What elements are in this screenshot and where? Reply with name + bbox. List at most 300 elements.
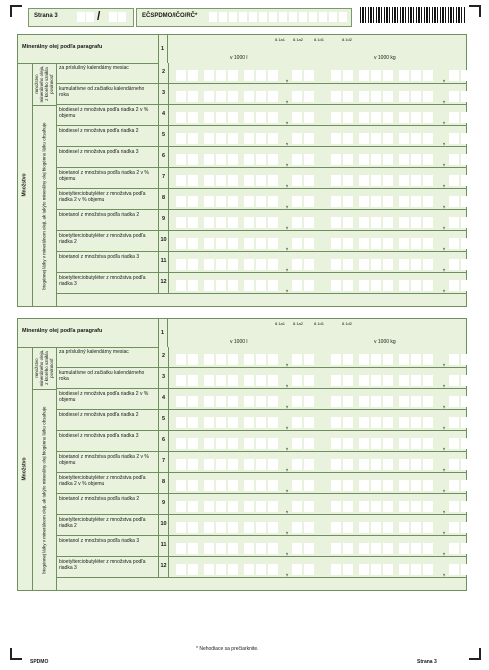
- digit-input[interactable]: [204, 438, 214, 449]
- digit-input[interactable]: [216, 259, 226, 270]
- digit-input[interactable]: [244, 70, 254, 81]
- digit-input[interactable]: [411, 543, 421, 554]
- digit-input[interactable]: [359, 417, 369, 428]
- digit-input[interactable]: [188, 70, 198, 81]
- digit-input[interactable]: [176, 522, 186, 533]
- digit-input[interactable]: [423, 154, 433, 165]
- digit-input[interactable]: [343, 112, 353, 123]
- digit-input[interactable]: [331, 238, 341, 249]
- digit-input[interactable]: [204, 522, 214, 533]
- digit-input[interactable]: [343, 259, 353, 270]
- decimal-input[interactable]: [449, 70, 459, 81]
- decimal-input[interactable]: [292, 396, 302, 407]
- digit-input[interactable]: [176, 238, 186, 249]
- digit-input[interactable]: [383, 175, 393, 186]
- digit-input[interactable]: [331, 112, 341, 123]
- decimal-input[interactable]: [292, 438, 302, 449]
- decimal-input[interactable]: [292, 154, 302, 165]
- digit-input[interactable]: [423, 396, 433, 407]
- decimal-input[interactable]: [304, 70, 314, 81]
- digit-input[interactable]: [244, 175, 254, 186]
- digit-input[interactable]: [244, 280, 254, 291]
- digit-input[interactable]: [383, 417, 393, 428]
- digit-input[interactable]: [383, 238, 393, 249]
- digit-input[interactable]: [331, 564, 341, 575]
- digit-input[interactable]: [268, 543, 278, 554]
- decimal-input[interactable]: [461, 375, 471, 386]
- digit-input[interactable]: [228, 543, 238, 554]
- digit-input[interactable]: [204, 217, 214, 228]
- digit-input[interactable]: [371, 196, 381, 207]
- decimal-input[interactable]: [304, 522, 314, 533]
- digit-input[interactable]: [268, 259, 278, 270]
- digit-input[interactable]: [359, 438, 369, 449]
- decimal-input[interactable]: [449, 217, 459, 228]
- digit-input[interactable]: [268, 217, 278, 228]
- digit-input[interactable]: [188, 175, 198, 186]
- digit-input[interactable]: [423, 91, 433, 102]
- digit-input[interactable]: [331, 396, 341, 407]
- digit-input[interactable]: [216, 396, 226, 407]
- digit-input[interactable]: [188, 354, 198, 365]
- decimal-input[interactable]: [292, 417, 302, 428]
- digit-input[interactable]: [411, 175, 421, 186]
- taxpayer-id-cell[interactable]: [309, 12, 317, 22]
- digit-input[interactable]: [383, 196, 393, 207]
- digit-input[interactable]: [216, 564, 226, 575]
- decimal-input[interactable]: [304, 112, 314, 123]
- digit-input[interactable]: [371, 217, 381, 228]
- page-total-cell[interactable]: [109, 12, 117, 22]
- digit-input[interactable]: [411, 238, 421, 249]
- digit-input[interactable]: [423, 543, 433, 554]
- decimal-input[interactable]: [449, 354, 459, 365]
- digit-input[interactable]: [383, 217, 393, 228]
- decimal-input[interactable]: [461, 543, 471, 554]
- digit-input[interactable]: [411, 564, 421, 575]
- digit-input[interactable]: [331, 459, 341, 470]
- decimal-input[interactable]: [461, 459, 471, 470]
- digit-input[interactable]: [228, 175, 238, 186]
- digit-input[interactable]: [359, 238, 369, 249]
- digit-input[interactable]: [204, 543, 214, 554]
- decimal-input[interactable]: [304, 175, 314, 186]
- decimal-input[interactable]: [292, 564, 302, 575]
- digit-input[interactable]: [216, 501, 226, 512]
- decimal-input[interactable]: [292, 91, 302, 102]
- digit-input[interactable]: [331, 70, 341, 81]
- digit-input[interactable]: [244, 438, 254, 449]
- decimal-input[interactable]: [449, 91, 459, 102]
- digit-input[interactable]: [268, 280, 278, 291]
- digit-input[interactable]: [188, 480, 198, 491]
- taxpayer-id-cell[interactable]: [209, 12, 217, 22]
- digit-input[interactable]: [188, 438, 198, 449]
- digit-input[interactable]: [383, 133, 393, 144]
- digit-input[interactable]: [176, 438, 186, 449]
- digit-input[interactable]: [216, 543, 226, 554]
- digit-input[interactable]: [244, 459, 254, 470]
- digit-input[interactable]: [256, 217, 266, 228]
- decimal-input[interactable]: [292, 543, 302, 554]
- digit-input[interactable]: [371, 70, 381, 81]
- digit-input[interactable]: [256, 259, 266, 270]
- decimal-input[interactable]: [449, 154, 459, 165]
- decimal-input[interactable]: [449, 259, 459, 270]
- decimal-input[interactable]: [304, 259, 314, 270]
- digit-input[interactable]: [176, 196, 186, 207]
- decimal-input[interactable]: [304, 564, 314, 575]
- decimal-input[interactable]: [461, 501, 471, 512]
- digit-input[interactable]: [371, 154, 381, 165]
- digit-input[interactable]: [244, 154, 254, 165]
- digit-input[interactable]: [244, 564, 254, 575]
- digit-input[interactable]: [256, 459, 266, 470]
- decimal-input[interactable]: [461, 238, 471, 249]
- digit-input[interactable]: [371, 238, 381, 249]
- digit-input[interactable]: [343, 91, 353, 102]
- digit-input[interactable]: [244, 259, 254, 270]
- decimal-input[interactable]: [449, 564, 459, 575]
- digit-input[interactable]: [371, 375, 381, 386]
- digit-input[interactable]: [256, 501, 266, 512]
- digit-input[interactable]: [216, 459, 226, 470]
- digit-input[interactable]: [228, 354, 238, 365]
- digit-input[interactable]: [399, 196, 409, 207]
- digit-input[interactable]: [256, 196, 266, 207]
- decimal-input[interactable]: [449, 543, 459, 554]
- decimal-input[interactable]: [292, 459, 302, 470]
- digit-input[interactable]: [383, 543, 393, 554]
- digit-input[interactable]: [228, 154, 238, 165]
- digit-input[interactable]: [359, 259, 369, 270]
- digit-input[interactable]: [244, 91, 254, 102]
- digit-input[interactable]: [188, 543, 198, 554]
- digit-input[interactable]: [411, 354, 421, 365]
- digit-input[interactable]: [411, 112, 421, 123]
- page-current-cell[interactable]: [77, 12, 85, 22]
- decimal-input[interactable]: [461, 91, 471, 102]
- digit-input[interactable]: [256, 375, 266, 386]
- digit-input[interactable]: [371, 459, 381, 470]
- digit-input[interactable]: [371, 259, 381, 270]
- digit-input[interactable]: [216, 91, 226, 102]
- digit-input[interactable]: [399, 238, 409, 249]
- decimal-input[interactable]: [304, 280, 314, 291]
- digit-input[interactable]: [204, 175, 214, 186]
- digit-input[interactable]: [399, 354, 409, 365]
- digit-input[interactable]: [188, 522, 198, 533]
- digit-input[interactable]: [359, 522, 369, 533]
- digit-input[interactable]: [371, 396, 381, 407]
- digit-input[interactable]: [343, 564, 353, 575]
- digit-input[interactable]: [411, 133, 421, 144]
- digit-input[interactable]: [343, 417, 353, 428]
- digit-input[interactable]: [216, 70, 226, 81]
- digit-input[interactable]: [228, 459, 238, 470]
- digit-input[interactable]: [188, 238, 198, 249]
- decimal-input[interactable]: [449, 133, 459, 144]
- digit-input[interactable]: [204, 154, 214, 165]
- digit-input[interactable]: [204, 133, 214, 144]
- digit-input[interactable]: [411, 91, 421, 102]
- digit-input[interactable]: [228, 396, 238, 407]
- digit-input[interactable]: [216, 522, 226, 533]
- decimal-input[interactable]: [304, 91, 314, 102]
- digit-input[interactable]: [256, 417, 266, 428]
- digit-input[interactable]: [204, 480, 214, 491]
- digit-input[interactable]: [399, 522, 409, 533]
- digit-input[interactable]: [399, 259, 409, 270]
- decimal-input[interactable]: [292, 175, 302, 186]
- taxpayer-id-cell[interactable]: [269, 12, 277, 22]
- digit-input[interactable]: [343, 238, 353, 249]
- decimal-input[interactable]: [449, 112, 459, 123]
- digit-input[interactable]: [399, 375, 409, 386]
- digit-input[interactable]: [383, 91, 393, 102]
- taxpayer-id-cell[interactable]: [279, 12, 287, 22]
- digit-input[interactable]: [383, 522, 393, 533]
- digit-input[interactable]: [268, 480, 278, 491]
- digit-input[interactable]: [371, 480, 381, 491]
- digit-input[interactable]: [343, 154, 353, 165]
- digit-input[interactable]: [244, 238, 254, 249]
- digit-input[interactable]: [176, 280, 186, 291]
- digit-input[interactable]: [176, 564, 186, 575]
- digit-input[interactable]: [176, 154, 186, 165]
- digit-input[interactable]: [423, 259, 433, 270]
- digit-input[interactable]: [411, 396, 421, 407]
- digit-input[interactable]: [359, 175, 369, 186]
- digit-input[interactable]: [423, 501, 433, 512]
- digit-input[interactable]: [204, 112, 214, 123]
- digit-input[interactable]: [399, 217, 409, 228]
- digit-input[interactable]: [423, 196, 433, 207]
- digit-input[interactable]: [228, 259, 238, 270]
- taxpayer-id-cell[interactable]: [329, 12, 337, 22]
- decimal-input[interactable]: [449, 480, 459, 491]
- decimal-input[interactable]: [449, 438, 459, 449]
- digit-input[interactable]: [383, 154, 393, 165]
- digit-input[interactable]: [204, 396, 214, 407]
- digit-input[interactable]: [399, 175, 409, 186]
- digit-input[interactable]: [359, 91, 369, 102]
- digit-input[interactable]: [256, 480, 266, 491]
- digit-input[interactable]: [399, 133, 409, 144]
- decimal-input[interactable]: [292, 196, 302, 207]
- digit-input[interactable]: [371, 522, 381, 533]
- digit-input[interactable]: [371, 438, 381, 449]
- taxpayer-id-cell[interactable]: [339, 12, 347, 22]
- decimal-input[interactable]: [292, 501, 302, 512]
- digit-input[interactable]: [343, 459, 353, 470]
- digit-input[interactable]: [268, 375, 278, 386]
- digit-input[interactable]: [331, 259, 341, 270]
- digit-input[interactable]: [188, 396, 198, 407]
- decimal-input[interactable]: [449, 522, 459, 533]
- digit-input[interactable]: [216, 238, 226, 249]
- digit-input[interactable]: [343, 70, 353, 81]
- digit-input[interactable]: [176, 375, 186, 386]
- digit-input[interactable]: [256, 112, 266, 123]
- digit-input[interactable]: [331, 375, 341, 386]
- digit-input[interactable]: [244, 375, 254, 386]
- digit-input[interactable]: [343, 522, 353, 533]
- digit-input[interactable]: [399, 501, 409, 512]
- decimal-input[interactable]: [304, 501, 314, 512]
- decimal-input[interactable]: [461, 354, 471, 365]
- decimal-input[interactable]: [304, 396, 314, 407]
- digit-input[interactable]: [423, 133, 433, 144]
- digit-input[interactable]: [204, 70, 214, 81]
- digit-input[interactable]: [343, 501, 353, 512]
- digit-input[interactable]: [371, 91, 381, 102]
- digit-input[interactable]: [331, 543, 341, 554]
- decimal-input[interactable]: [292, 133, 302, 144]
- digit-input[interactable]: [423, 280, 433, 291]
- digit-input[interactable]: [176, 480, 186, 491]
- digit-input[interactable]: [423, 522, 433, 533]
- digit-input[interactable]: [268, 396, 278, 407]
- digit-input[interactable]: [383, 396, 393, 407]
- digit-input[interactable]: [331, 501, 341, 512]
- decimal-input[interactable]: [461, 259, 471, 270]
- digit-input[interactable]: [268, 112, 278, 123]
- digit-input[interactable]: [399, 70, 409, 81]
- digit-input[interactable]: [343, 196, 353, 207]
- digit-input[interactable]: [176, 396, 186, 407]
- digit-input[interactable]: [204, 196, 214, 207]
- decimal-input[interactable]: [292, 522, 302, 533]
- digit-input[interactable]: [256, 238, 266, 249]
- decimal-input[interactable]: [292, 354, 302, 365]
- decimal-input[interactable]: [461, 396, 471, 407]
- digit-input[interactable]: [188, 259, 198, 270]
- digit-input[interactable]: [331, 196, 341, 207]
- decimal-input[interactable]: [304, 375, 314, 386]
- digit-input[interactable]: [204, 564, 214, 575]
- decimal-input[interactable]: [449, 396, 459, 407]
- decimal-input[interactable]: [461, 564, 471, 575]
- digit-input[interactable]: [383, 354, 393, 365]
- digit-input[interactable]: [228, 70, 238, 81]
- digit-input[interactable]: [268, 238, 278, 249]
- digit-input[interactable]: [188, 196, 198, 207]
- digit-input[interactable]: [268, 175, 278, 186]
- digit-input[interactable]: [216, 133, 226, 144]
- digit-input[interactable]: [268, 459, 278, 470]
- digit-input[interactable]: [343, 280, 353, 291]
- digit-input[interactable]: [244, 217, 254, 228]
- digit-input[interactable]: [331, 280, 341, 291]
- digit-input[interactable]: [176, 175, 186, 186]
- digit-input[interactable]: [204, 354, 214, 365]
- digit-input[interactable]: [423, 480, 433, 491]
- decimal-input[interactable]: [304, 417, 314, 428]
- digit-input[interactable]: [228, 480, 238, 491]
- digit-input[interactable]: [204, 417, 214, 428]
- digit-input[interactable]: [176, 459, 186, 470]
- digit-input[interactable]: [228, 438, 238, 449]
- decimal-input[interactable]: [292, 70, 302, 81]
- digit-input[interactable]: [256, 70, 266, 81]
- digit-input[interactable]: [331, 133, 341, 144]
- digit-input[interactable]: [268, 196, 278, 207]
- digit-input[interactable]: [399, 154, 409, 165]
- digit-input[interactable]: [268, 354, 278, 365]
- decimal-input[interactable]: [292, 238, 302, 249]
- decimal-input[interactable]: [461, 196, 471, 207]
- decimal-input[interactable]: [304, 196, 314, 207]
- digit-input[interactable]: [423, 438, 433, 449]
- digit-input[interactable]: [228, 133, 238, 144]
- digit-input[interactable]: [268, 154, 278, 165]
- digit-input[interactable]: [228, 112, 238, 123]
- digit-input[interactable]: [188, 501, 198, 512]
- decimal-input[interactable]: [461, 154, 471, 165]
- digit-input[interactable]: [423, 375, 433, 386]
- digit-input[interactable]: [176, 70, 186, 81]
- digit-input[interactable]: [228, 564, 238, 575]
- digit-input[interactable]: [244, 354, 254, 365]
- digit-input[interactable]: [343, 543, 353, 554]
- digit-input[interactable]: [371, 501, 381, 512]
- digit-input[interactable]: [256, 543, 266, 554]
- digit-input[interactable]: [411, 522, 421, 533]
- taxpayer-id-cell[interactable]: [219, 12, 227, 22]
- digit-input[interactable]: [359, 280, 369, 291]
- digit-input[interactable]: [411, 217, 421, 228]
- digit-input[interactable]: [216, 354, 226, 365]
- decimal-input[interactable]: [304, 438, 314, 449]
- digit-input[interactable]: [423, 459, 433, 470]
- decimal-input[interactable]: [292, 112, 302, 123]
- digit-input[interactable]: [331, 217, 341, 228]
- digit-input[interactable]: [359, 543, 369, 554]
- digit-input[interactable]: [423, 354, 433, 365]
- digit-input[interactable]: [383, 501, 393, 512]
- digit-input[interactable]: [343, 175, 353, 186]
- digit-input[interactable]: [228, 375, 238, 386]
- digit-input[interactable]: [268, 522, 278, 533]
- decimal-input[interactable]: [449, 417, 459, 428]
- digit-input[interactable]: [411, 70, 421, 81]
- taxpayer-id-cell[interactable]: [299, 12, 307, 22]
- digit-input[interactable]: [176, 417, 186, 428]
- digit-input[interactable]: [228, 217, 238, 228]
- decimal-input[interactable]: [304, 543, 314, 554]
- digit-input[interactable]: [256, 91, 266, 102]
- digit-input[interactable]: [383, 375, 393, 386]
- digit-input[interactable]: [256, 175, 266, 186]
- decimal-input[interactable]: [461, 175, 471, 186]
- decimal-input[interactable]: [449, 196, 459, 207]
- digit-input[interactable]: [331, 522, 341, 533]
- digit-input[interactable]: [256, 438, 266, 449]
- decimal-input[interactable]: [461, 417, 471, 428]
- digit-input[interactable]: [228, 238, 238, 249]
- digit-input[interactable]: [216, 438, 226, 449]
- digit-input[interactable]: [256, 280, 266, 291]
- digit-input[interactable]: [343, 133, 353, 144]
- decimal-input[interactable]: [304, 480, 314, 491]
- decimal-input[interactable]: [461, 438, 471, 449]
- digit-input[interactable]: [399, 459, 409, 470]
- digit-input[interactable]: [371, 175, 381, 186]
- digit-input[interactable]: [343, 480, 353, 491]
- digit-input[interactable]: [423, 417, 433, 428]
- digit-input[interactable]: [383, 459, 393, 470]
